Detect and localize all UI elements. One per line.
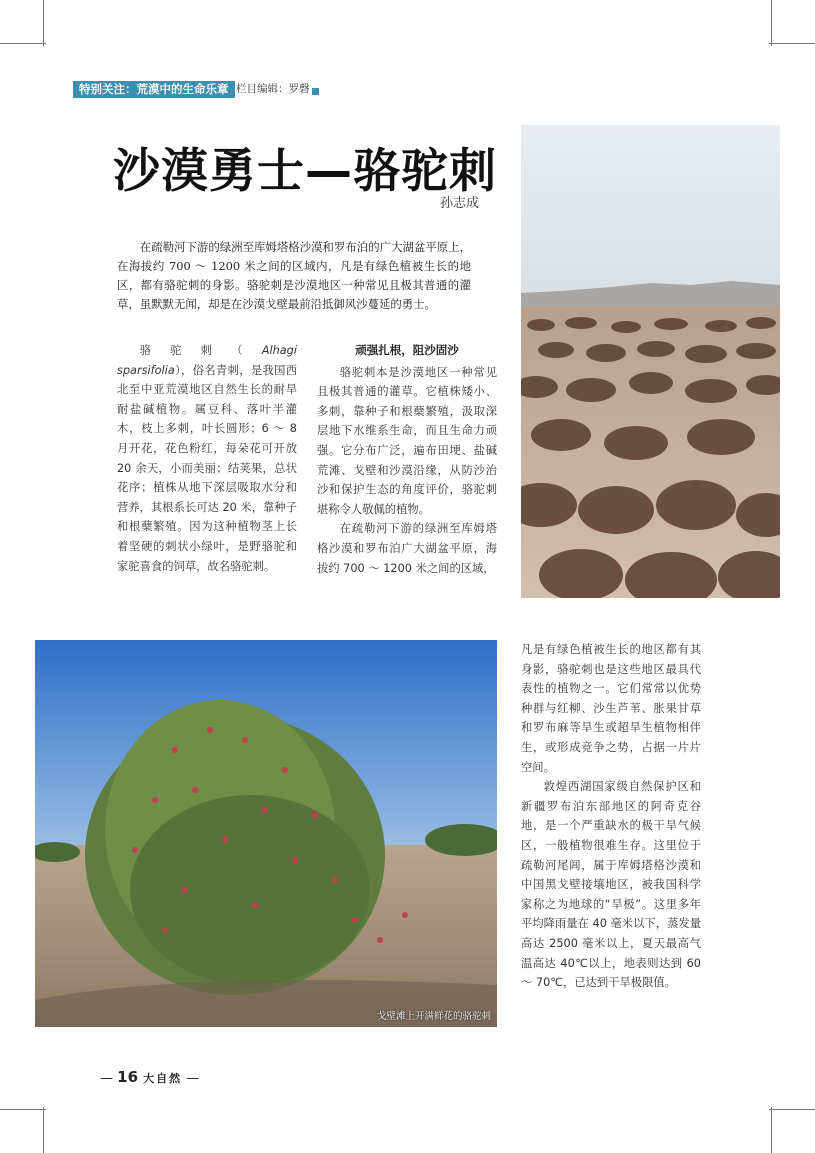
crop-mark: [43, 1107, 44, 1153]
crop-mark: [0, 1109, 46, 1110]
page-number: 16: [117, 1068, 139, 1086]
magazine-name: 大自然: [143, 1072, 183, 1085]
body-paragraph: 敦煌西湖国家级自然保护区和新疆罗布泊东部地区的阿奇克谷地，是一个严重缺水的极干旱气候区，一般植物很难生存。这里位于疏勒河尾闾，属于库姆塔格沙漠和中国黑戈壁接壤地区，被我国科学家称之为地球的“旱极”。这里多年平均降雨量在 40 毫米以下，蒸发量高达 2500 毫米以上，夏天最高气温高达 40℃以上，地表则达到 60 ～ 70℃，已达到干旱极限值。: [521, 780, 701, 990]
latin-name: Alhagi sparsifolia: [117, 344, 297, 377]
column-editor: 栏目编辑：罗磬: [236, 83, 310, 95]
lead-paragraph: 在疏勒河下游的绿洲至库姆塔格沙漠和罗布泊的广大湖盆平原上，在海拔约 700 ～ 1200 米之间的区域内，凡是有绿色植被生长的地区，都有骆驼刺的身影。骆驼刺是沙漠地区一种常见且极其普通的灌草，虽默默无闻，却是在沙漠戈壁最前沿抵御风沙蔓延的勇士。: [117, 240, 471, 311]
crop-mark: [769, 43, 815, 44]
body-column-1: [117, 341, 297, 576]
accent-square: [312, 88, 319, 95]
page-footer: — 16 大自然 —: [100, 1068, 200, 1086]
body-paragraph: 在疏勒河下游的绿洲至库姆塔格沙漠和罗布泊广大湖盆平原，海拔约 700 ～ 1200 米之间的区域，: [317, 522, 497, 575]
body-column-3: [521, 640, 701, 993]
body-paragraph: 骆驼刺（Alhagi sparsifolia），俗名青刺，是我国西北至中亚荒漠地区自然生长的耐旱耐盐碱植物。属豆科、落叶半灌木，枝上多刺，叶长圆形；6 ～ 8 月开花，花色粉红，每朵花可开放 20 余天，小而美丽；结荚果，总状花序；植株从地下深层吸取水分和营养，其根系长可达 20 米，靠种子和根蘖繁殖。因为这种植物茎上长着坚硬的刺状小绿叶，是野骆驼和家驼喜食的饲草，故名骆驼刺。: [117, 344, 297, 573]
crop-mark: [0, 43, 46, 44]
crop-mark: [43, 0, 44, 46]
section-tag: 特别关注：荒漠中的生命乐章: [73, 81, 235, 98]
body-paragraph: 骆驼刺本是沙漠地区一种常见且极其普通的灌草。它植株矮小、多刺，靠种子和根蘖繁殖，汲取深层地下水维系生命，而且生命力顽强。它分布广泛，遍布田埂、盐碱荒滩、戈壁和沙漠沿缘，从防沙治沙和保护生态的角度评价，骆驼刺堪称令人敬佩的植物。: [317, 365, 497, 516]
crop-mark: [771, 1107, 772, 1153]
crop-mark: [769, 1109, 815, 1110]
desert-shrubland-photo: [521, 125, 780, 598]
article-author: 孙志成: [440, 196, 480, 211]
crop-mark: [771, 0, 772, 46]
article-title: 沙漠勇士—骆驼刺: [113, 144, 497, 199]
photo-caption: 戈壁滩上开满鲜花的骆驼刺: [376, 1011, 491, 1022]
body-column-2: [317, 341, 497, 578]
flowering-camelthorn-photo: [35, 640, 497, 1027]
body-paragraph: 凡是有绿色植被生长的地区都有其身影，骆驼刺也是这些地区最具代表性的植物之一。它们常常以优势种群与红柳、沙生芦苇、胀果甘草和罗布麻等旱生或超旱生植物相伴生，或形成竞争之势，占据一片片空间。: [521, 643, 701, 774]
section-subtitle: 顽强扎根，阻沙固沙: [355, 343, 459, 357]
